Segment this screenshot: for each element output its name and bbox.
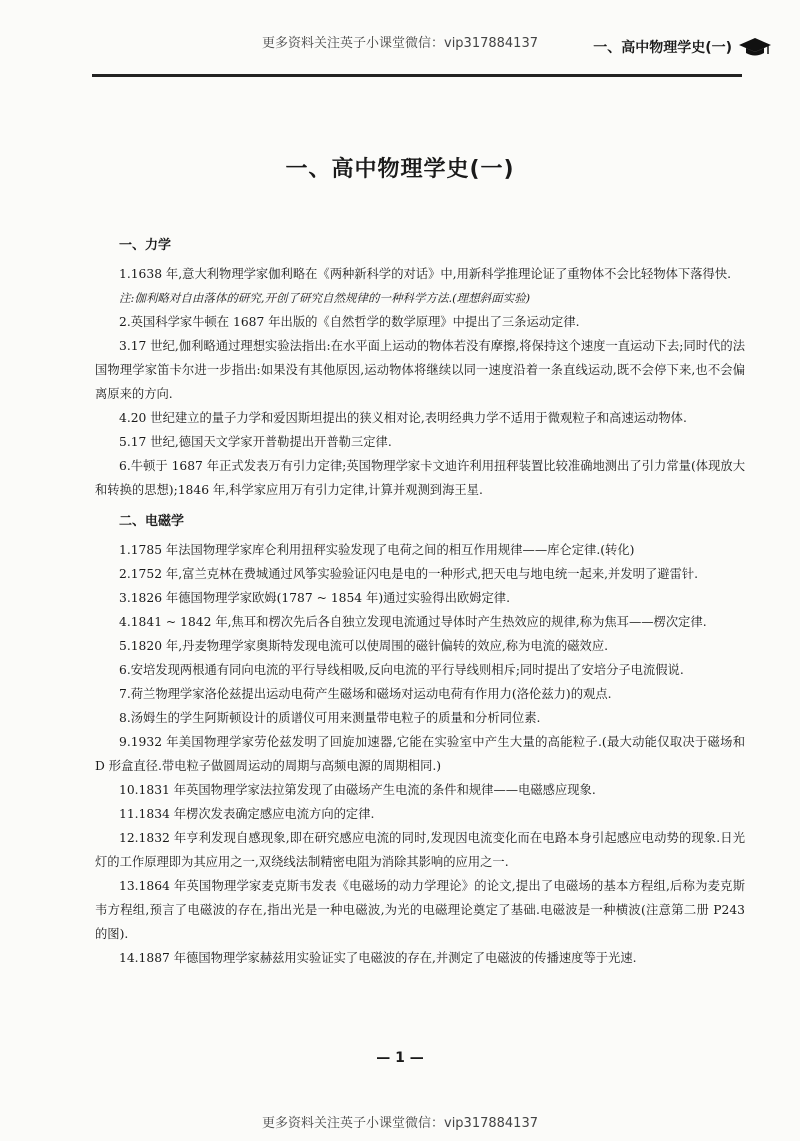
list-item: 11.1834 年楞次发表确定感应电流方向的定律. [119,807,375,821]
running-head [593,36,772,58]
list-item: 12.1832 年亨利发现自感现象,即在研究感应电流的同时,发现因电流变化而在电路本身引起感应电动势的现象.日光灯的工作原理即为其应用之一,双绕线法制精密电阻为消除其影响的应用之一. [95,831,745,869]
list-item: 6.牛顿于 1687 年正式发表万有引力定律;英国物理学家卡文迪许利用扭秤装置比较准确地测出了引力常量(体现放大和转换的思想);1846 年,科学家应用万有引力定律,计算并观测到海王星. [95,459,745,497]
section-heading-mechanics: 一、力学 [119,238,172,253]
list-item: 9.1932 年美国物理学家劳伦兹发明了回旋加速器,它能在实验室中产生大量的高能粒子.(最大动能仅取决于磁场和 D 形盒直径.带电粒子做圆周运动的周期与高频电源的周期相同.) [95,735,745,773]
list-item: 7.荷兰物理学家洛伦兹提出运动电荷产生磁场和磁场对运动电荷有作用力(洛伦兹力)的观点. [119,687,612,701]
list-item: 4.20 世纪建立的量子力学和爱因斯坦提出的狭义相对论,表明经典力学不适用于微观粒子和高速运动物体. [119,411,687,425]
list-item: 3.1826 年德国物理学家欧姆(1787 ~ 1854 年)通过实验得出欧姆定律. [119,591,510,605]
list-item: 1.1638 年,意大利物理学家伽利略在《两种新科学的对话》中,用新科学推理论证了重物体不会比轻物体下落得快. [119,267,732,281]
list-item: 4.1841 ~ 1842 年,焦耳和楞次先后各自独立发现电流通过导体时产生热效应的规律,称为焦耳——楞次定律. [119,615,707,629]
header-rule [92,74,742,77]
list-item: 10.1831 年英国物理学家法拉第发现了由磁场产生电流的条件和规律——电磁感应现象. [119,783,596,797]
watermark-top: 更多资料关注英子小课堂微信：vip317884137 [262,36,538,51]
running-head-text: 一、高中物理学史(一) [593,40,732,56]
list-item: 2.1752 年,富兰克林在费城通过风筝实验验证闪电是电的一种形式,把天电与地电统一起来,并发明了避雷针. [119,567,699,581]
list-item: 2.英国科学家牛顿在 1687 年出版的《自然哲学的数学原理》中提出了三条运动定律. [119,315,580,329]
list-item: 14.1887 年德国物理学家赫兹用实验证实了电磁波的存在,并测定了电磁波的传播速度等于光速. [119,951,637,965]
note-item: 注:伽利略对自由落体的研究,开创了研究自然规律的一种科学方法.(理想斜面实验) [119,291,531,305]
page-title: 一、高中物理学史(一) [285,157,515,182]
list-item: 13.1864 年英国物理学家麦克斯韦发表《电磁场的动力学理论》的论文,提出了电磁场的基本方程组,后称为麦克斯韦方程组,预言了电磁波的存在,指出光是一种电磁波,为光的电磁理论奠定了基础.电磁波是一种横波(注意第二册 P243 的图). [95,879,745,941]
list-item: 5.1820 年,丹麦物理学家奥斯特发现电流可以使周围的磁针偏转的效应,称为电流的磁效应. [119,639,609,653]
section-heading-electromagnetism: 二、电磁学 [119,514,185,529]
graduation-cap-icon [738,36,772,58]
list-item: 8.汤姆生的学生阿斯顿设计的质谱仪可用来测量带电粒子的质量和分析同位素. [119,711,541,725]
list-item: 1.1785 年法国物理学家库仑利用扭秤实验发现了电荷之间的相互作用规律——库仑定律.(转化) [119,543,635,557]
list-item: 5.17 世纪,德国天文学家开普勒提出开普勒三定律. [119,435,392,449]
page-number: — 1 — [376,1050,424,1066]
watermark-bottom: 更多资料关注英子小课堂微信：vip317884137 [262,1116,538,1131]
section-items-mechanics [95,262,745,502]
list-item: 3.17 世纪,伽利略通过理想实验法指出:在水平面上运动的物体若没有摩擦,将保持这个速度一直运动下去;同时代的法国物理学家笛卡尔进一步指出:如果没有其他原因,运动物体将继续以同一速度沿着一条直线运动,既不会停下来,也不会偏离原来的方向. [95,339,745,401]
section-items-electromagnetism [95,538,745,970]
document-body [95,234,745,970]
list-item: 6.安培发现两根通有同向电流的平行导线相吸,反向电流的平行导线则相斥;同时提出了安培分子电流假说. [119,663,684,677]
